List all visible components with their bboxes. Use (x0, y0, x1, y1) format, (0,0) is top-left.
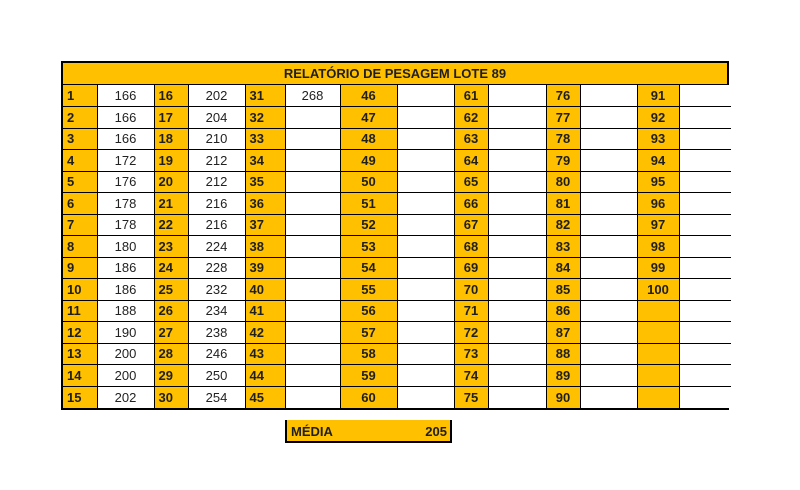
animal-number: 74 (454, 365, 488, 387)
weight-value (679, 322, 731, 344)
weight-value: 202 (97, 386, 154, 408)
weight-value (488, 171, 546, 193)
animal-number: 100 (637, 279, 679, 301)
animal-number: 91 (637, 85, 679, 107)
animal-number: 7 (63, 214, 97, 236)
animal-number: 99 (637, 257, 679, 279)
animal-number (637, 386, 679, 408)
weight-value: 188 (97, 300, 154, 322)
weight-value (679, 279, 731, 301)
animal-number: 11 (63, 300, 97, 322)
animal-number: 42 (245, 322, 285, 344)
animal-number: 76 (546, 85, 580, 107)
animal-number: 36 (245, 193, 285, 215)
animal-number: 56 (340, 300, 397, 322)
animal-number: 21 (154, 193, 188, 215)
animal-number: 16 (154, 85, 188, 107)
table-row (63, 236, 731, 258)
weight-value: 166 (97, 128, 154, 150)
weight-value (580, 236, 637, 258)
weight-value: 212 (188, 171, 245, 193)
weight-value (679, 128, 731, 150)
weight-value: 234 (188, 300, 245, 322)
weight-value (488, 300, 546, 322)
weight-value: 190 (97, 322, 154, 344)
animal-number: 18 (154, 128, 188, 150)
animal-number: 80 (546, 171, 580, 193)
animal-number: 25 (154, 279, 188, 301)
weight-value: 254 (188, 386, 245, 408)
animal-number: 8 (63, 236, 97, 258)
weight-value (488, 107, 546, 129)
weight-value (397, 214, 454, 236)
animal-number: 15 (63, 386, 97, 408)
table-row (63, 128, 731, 150)
animal-number: 57 (340, 322, 397, 344)
weight-value (285, 322, 340, 344)
animal-number: 27 (154, 322, 188, 344)
weight-value (580, 214, 637, 236)
table-row (63, 150, 731, 172)
weight-value (580, 85, 637, 107)
weight-value (679, 300, 731, 322)
animal-number: 79 (546, 150, 580, 172)
animal-number: 78 (546, 128, 580, 150)
weight-value (580, 343, 637, 365)
animal-number: 53 (340, 236, 397, 258)
animal-number: 4 (63, 150, 97, 172)
animal-number: 59 (340, 365, 397, 387)
weight-value: 238 (188, 322, 245, 344)
weight-value (285, 386, 340, 408)
animal-number: 39 (245, 257, 285, 279)
animal-number (637, 300, 679, 322)
weight-value: 176 (97, 171, 154, 193)
weight-value (679, 214, 731, 236)
animal-number: 62 (454, 107, 488, 129)
weight-value (580, 365, 637, 387)
weight-value (580, 386, 637, 408)
weight-value (488, 386, 546, 408)
animal-number: 66 (454, 193, 488, 215)
weight-value (397, 171, 454, 193)
animal-number (637, 343, 679, 365)
weight-value: 180 (97, 236, 154, 258)
animal-number: 54 (340, 257, 397, 279)
weight-value: 216 (188, 193, 245, 215)
weight-value: 250 (188, 365, 245, 387)
table-row (63, 386, 731, 408)
animal-number: 26 (154, 300, 188, 322)
animal-number: 82 (546, 214, 580, 236)
weight-value: 186 (97, 257, 154, 279)
average-row (285, 420, 452, 443)
table-row (63, 343, 731, 365)
animal-number: 10 (63, 279, 97, 301)
animal-number (637, 365, 679, 387)
weight-value (285, 107, 340, 129)
animal-number: 20 (154, 171, 188, 193)
weight-value: 232 (188, 279, 245, 301)
animal-number: 71 (454, 300, 488, 322)
table-row (63, 85, 731, 107)
weight-value (679, 107, 731, 129)
animal-number: 49 (340, 150, 397, 172)
animal-number: 86 (546, 300, 580, 322)
animal-number: 65 (454, 171, 488, 193)
animal-number: 37 (245, 214, 285, 236)
animal-number: 64 (454, 150, 488, 172)
weight-value (397, 386, 454, 408)
weight-value: 202 (188, 85, 245, 107)
animal-number: 67 (454, 214, 488, 236)
weight-value (488, 193, 546, 215)
animal-number: 97 (637, 214, 679, 236)
weight-value (580, 150, 637, 172)
weight-value (488, 236, 546, 258)
weight-value (488, 279, 546, 301)
animal-number: 88 (546, 343, 580, 365)
animal-number: 55 (340, 279, 397, 301)
weight-value (285, 343, 340, 365)
animal-number: 33 (245, 128, 285, 150)
animal-number: 24 (154, 257, 188, 279)
weight-value (397, 279, 454, 301)
weight-value: 186 (97, 279, 154, 301)
weight-value (397, 343, 454, 365)
weight-value (397, 193, 454, 215)
animal-number: 46 (340, 85, 397, 107)
animal-number: 43 (245, 343, 285, 365)
animal-number: 50 (340, 171, 397, 193)
table-row (63, 107, 731, 129)
animal-number: 34 (245, 150, 285, 172)
weight-value (285, 257, 340, 279)
weight-value (580, 128, 637, 150)
weight-value (397, 150, 454, 172)
average-value: 205 (425, 424, 447, 439)
animal-number: 35 (245, 171, 285, 193)
weight-value (580, 107, 637, 129)
animal-number: 93 (637, 128, 679, 150)
animal-number: 51 (340, 193, 397, 215)
animal-number: 23 (154, 236, 188, 258)
animal-number: 77 (546, 107, 580, 129)
weight-value (285, 214, 340, 236)
animal-number: 61 (454, 85, 488, 107)
weight-value (679, 343, 731, 365)
animal-number: 90 (546, 386, 580, 408)
weight-value: 172 (97, 150, 154, 172)
animal-number (637, 322, 679, 344)
weight-value (285, 365, 340, 387)
weight-value (488, 343, 546, 365)
weight-value (488, 365, 546, 387)
weight-value: 210 (188, 128, 245, 150)
weight-value (679, 171, 731, 193)
animal-number: 45 (245, 386, 285, 408)
weight-value (679, 85, 731, 107)
average-label: MÉDIA (291, 424, 333, 439)
table-row (63, 257, 731, 279)
table-row (63, 279, 731, 301)
animal-number: 17 (154, 107, 188, 129)
weight-value: 204 (188, 107, 245, 129)
weight-value (580, 257, 637, 279)
weight-value: 216 (188, 214, 245, 236)
animal-number: 29 (154, 365, 188, 387)
animal-number: 13 (63, 343, 97, 365)
weight-value: 246 (188, 343, 245, 365)
table-row (63, 300, 731, 322)
weight-value (285, 300, 340, 322)
weight-value: 166 (97, 107, 154, 129)
weight-value (679, 236, 731, 258)
weight-value (285, 171, 340, 193)
animal-number: 28 (154, 343, 188, 365)
animal-number: 89 (546, 365, 580, 387)
weight-value (679, 193, 731, 215)
animal-number: 19 (154, 150, 188, 172)
weight-value (285, 128, 340, 150)
weight-value: 178 (97, 214, 154, 236)
weight-value: 178 (97, 193, 154, 215)
weight-value (397, 236, 454, 258)
animal-number: 47 (340, 107, 397, 129)
weight-value (488, 150, 546, 172)
weight-value (580, 193, 637, 215)
animal-number: 87 (546, 322, 580, 344)
animal-number: 92 (637, 107, 679, 129)
weight-value (285, 236, 340, 258)
animal-number: 94 (637, 150, 679, 172)
weight-value (488, 322, 546, 344)
weight-value (679, 150, 731, 172)
weight-value (285, 279, 340, 301)
weight-value (397, 107, 454, 129)
weight-value (488, 85, 546, 107)
animal-number: 38 (245, 236, 285, 258)
weight-value: 212 (188, 150, 245, 172)
weight-value: 200 (97, 343, 154, 365)
animal-number: 95 (637, 171, 679, 193)
weight-value (580, 322, 637, 344)
animal-number: 75 (454, 386, 488, 408)
weight-value: 166 (97, 85, 154, 107)
table-row (63, 214, 731, 236)
animal-number: 44 (245, 365, 285, 387)
weight-value (397, 257, 454, 279)
animal-number: 81 (546, 193, 580, 215)
weight-value (580, 171, 637, 193)
animal-number: 5 (63, 171, 97, 193)
weight-value (488, 214, 546, 236)
weight-value (397, 85, 454, 107)
animal-number: 60 (340, 386, 397, 408)
table-row (63, 365, 731, 387)
weight-value (488, 257, 546, 279)
animal-number: 22 (154, 214, 188, 236)
animal-number: 1 (63, 85, 97, 107)
weight-value (679, 257, 731, 279)
weight-value: 200 (97, 365, 154, 387)
animal-number: 85 (546, 279, 580, 301)
animal-number: 48 (340, 128, 397, 150)
animal-number: 9 (63, 257, 97, 279)
animal-number: 98 (637, 236, 679, 258)
weighing-report (61, 61, 729, 410)
weight-value (580, 279, 637, 301)
animal-number: 32 (245, 107, 285, 129)
weight-value (580, 300, 637, 322)
weight-value (397, 300, 454, 322)
animal-number: 14 (63, 365, 97, 387)
animal-number: 63 (454, 128, 488, 150)
weight-value: 268 (285, 85, 340, 107)
weight-value: 224 (188, 236, 245, 258)
animal-number: 73 (454, 343, 488, 365)
animal-number: 72 (454, 322, 488, 344)
weight-value (285, 193, 340, 215)
animal-number: 31 (245, 85, 285, 107)
animal-number: 84 (546, 257, 580, 279)
animal-number: 52 (340, 214, 397, 236)
weight-value (488, 128, 546, 150)
table-row (63, 322, 731, 344)
weight-value (679, 386, 731, 408)
animal-number: 3 (63, 128, 97, 150)
table-row (63, 171, 731, 193)
animal-number: 2 (63, 107, 97, 129)
weight-value (397, 322, 454, 344)
weight-value (679, 365, 731, 387)
animal-number: 83 (546, 236, 580, 258)
weight-value (397, 365, 454, 387)
report-title: RELATÓRIO DE PESAGEM LOTE 89 (63, 63, 727, 85)
weight-value: 228 (188, 257, 245, 279)
weight-value (285, 150, 340, 172)
weights-table (63, 85, 731, 408)
animal-number: 69 (454, 257, 488, 279)
animal-number: 96 (637, 193, 679, 215)
animal-number: 70 (454, 279, 488, 301)
animal-number: 68 (454, 236, 488, 258)
animal-number: 58 (340, 343, 397, 365)
animal-number: 40 (245, 279, 285, 301)
animal-number: 41 (245, 300, 285, 322)
animal-number: 30 (154, 386, 188, 408)
animal-number: 6 (63, 193, 97, 215)
table-row (63, 193, 731, 215)
weight-value (397, 128, 454, 150)
animal-number: 12 (63, 322, 97, 344)
